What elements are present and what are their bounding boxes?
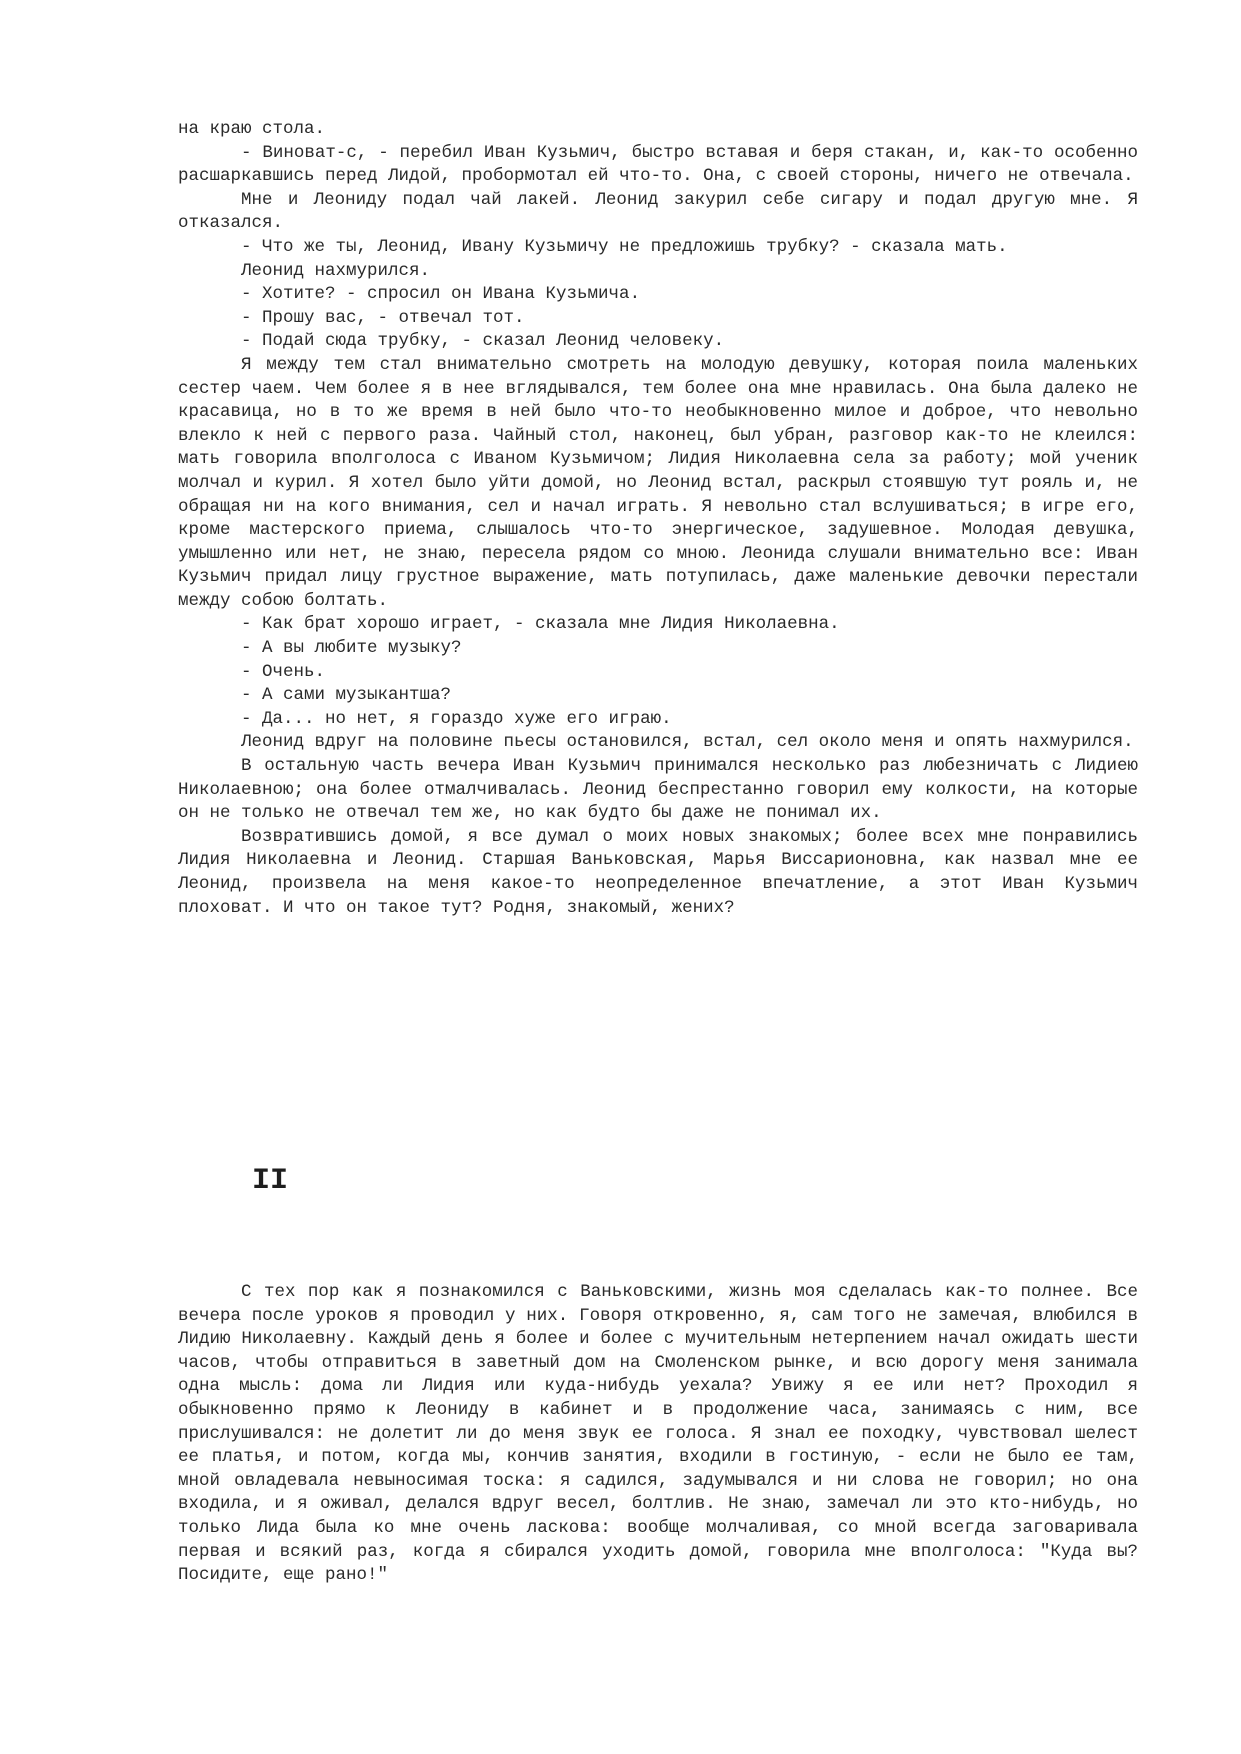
paragraph: В остальную часть вечера Иван Кузьмич принимался несколько раз любезничать с Лидиею Николаевною; она более отмалчивалась. Леонид беспрестанно говорил ему колкости, на которые он не только не отвечал тем же, но как будто бы даже не понимал их. — [178, 756, 1138, 824]
paragraph: - Хотите? - спросил он Ивана Кузьмича. — [241, 284, 641, 305]
paragraph: Леонид нахмурился. — [241, 260, 431, 281]
paragraph: Я между тем стал внимательно смотреть на молодую девушку, которая поила маленьких сестер чаем. Чем более я в нее вглядывался, тем более она мне нравилась. Она была далеко не красавица, но в то же время в ней было что-то необыкновенно милое и доброе, что невольно влекло к ней с первого раза. Чайный стол, наконец, был убран, разговор как-то не клеился: мать говорила вполголоса с Иваном Кузьмичом; Лидия Николаевна села за работу; мой ученик молчал и курил. Я хотел было уйти домой, но Леонид встал, раскрыл стоявшую тут рояль и, не обращая ни на кого внимания, сел и начал играть. Я невольно стал вслушиваться; в игре его, кроме мастерского приема, слышалось что-то энергическое, задушевное. Молодая девушка, умышленно или нет, не знаю, пересела рядом со мною. Леонида слушали внимательно все: Иван Кузьмич придал лицу грустное выражение, мать потупилась, даже маленькие девочки перестали между собою болтать. — [178, 354, 1138, 611]
text-section-one — [178, 118, 1138, 920]
paragraph: - Прошу вас, - отвечал тот. — [241, 307, 525, 328]
paragraph: Возвратившись домой, я все думал о моих новых знакомых; более всех мне понравились Лидия Николаевна и Леонид. Старшая Ваньковская, Марья Виссарионовна, как назвал мне ее Леонид, произвела на меня какое-то неопределенное впечатление, а этот Иван Кузьмич плоховат. И что он такое тут? Родня, знакомый, жених? — [178, 826, 1138, 918]
paragraph: на краю стола. — [178, 119, 326, 139]
chapter-heading: II — [252, 1164, 289, 1198]
paragraph: - Как брат хорошо играет, - сказала мне Лидия Николаевна. — [241, 614, 840, 635]
paragraph: Леонид вдруг на половине пьесы остановился, встал, сел около меня и опять нахмурился. — [241, 732, 1134, 753]
paragraph: - А вы любите музыку? — [241, 638, 462, 659]
paragraph: Мне и Леониду подал чай лакей. Леонид закурил себе сигару и подал другую мне. Я отказался. — [178, 189, 1138, 234]
paragraph: - Что же ты, Леонид, Ивану Кузьмичу не предложишь трубку? - сказала мать. — [241, 236, 1008, 257]
paragraph: - А сами музыкантша? — [241, 685, 452, 706]
paragraph: - Да... но нет, я гораздо хуже его играю. — [241, 708, 672, 729]
paragraph: - Подай сюда трубку, - сказал Леонид человеку. — [241, 331, 725, 352]
text-section-two — [178, 1281, 1138, 1588]
paragraph: - Виноват-с, - перебил Иван Кузьмич, быстро вставая и беря стакан, и, как-то особенно расшаркавшись перед Лидой, пробормотал ей что-то. Она, с своей стороны, ничего не отвечала. — [178, 142, 1138, 187]
paragraph: С тех пор как я познакомился с Ваньковскими, жизнь моя сделалась как-то полнее. Все вечера после уроков я проводил у них. Говоря откровенно, я, сам того не замечая, влюбился в Лидию Николаевну. Каждый день я более и более с мучительным нетерпением начал ожидать шести часов, чтобы отправиться в заветный дом на Смоленском рынке, и всю дорогу меня занимала одна мысль: дома ли Лидия или куда-нибудь уехала? Увижу я ее или нет? Проходил я обыкновенно прямо к Леониду в кабинет и в продолжение часа, занимаясь с ним, все прислушивался: не долетит ли до меня звук ее голоса. Я знал ее походку, чувствовал шелест ее платья, и потом, когда мы, кончив занятия, входили в гостиную, - если не было ее там, мной овладевала невыносимая тоска: я садился, задумывался и ни слова не говорил; но она входила, и я оживал, делался вдруг весел, болтлив. Не знаю, замечал ли это кто-нибудь, но только Лида была ко мне очень ласкова: вообще молчаливая, со мной всегда заговаривала первая и всякий раз, когда я сбирался уходить домой, говорила мне вполголоса: "Куда вы? Посидите, еще рано!" — [178, 1282, 1138, 1586]
paragraph: - Очень. — [241, 661, 326, 682]
